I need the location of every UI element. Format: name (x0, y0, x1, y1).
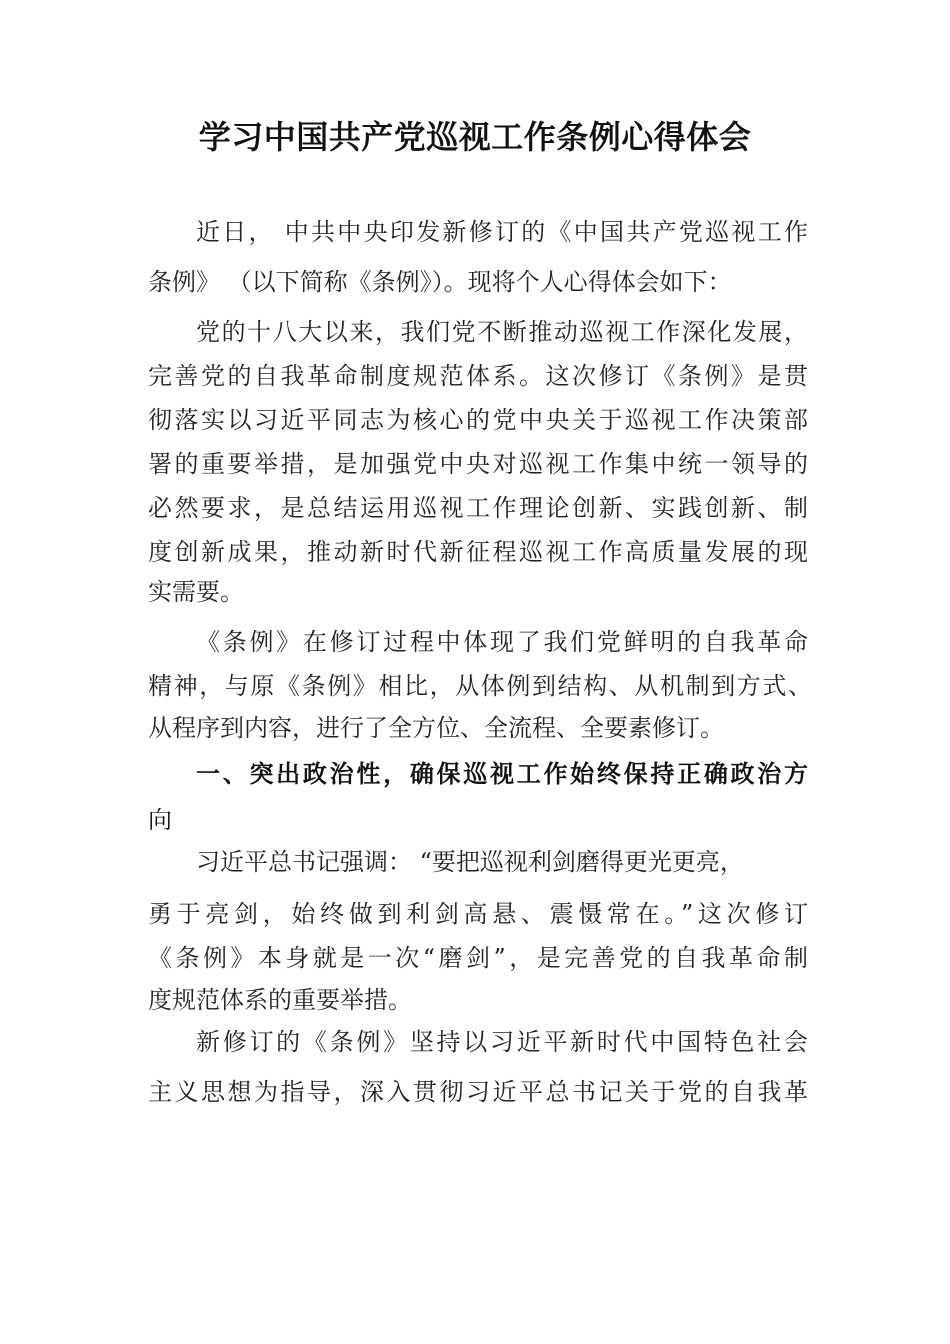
paragraph-line: 度规范体系的重要举措。 (148, 986, 412, 1014)
paragraph-line: 党的十八大以来，我们党不断推动巡视工作深化发展， (196, 318, 808, 346)
document-title: 学习中国共产党巡视工作条例心得体会 (198, 118, 752, 156)
section-heading: 向 (148, 806, 172, 834)
paragraph-line: 署的重要举措，是加强党中央对巡视工作集中统一领导的 (148, 450, 808, 478)
paragraph-line: 主义思想为指导，深入贯彻习近平总书记关于党的自我革 (148, 1078, 808, 1106)
paragraph-line: 精神，与原《条例》相比，从体例到结构、从机制到方式、 (148, 672, 812, 700)
paragraph-line: 必然要求，是总结运用巡视工作理论创新、实践创新、制 (148, 494, 808, 522)
paragraph-line: 度创新成果，推动新时代新征程巡视工作高质量发展的现 (148, 538, 808, 566)
paragraph-line: 实需要。 (148, 578, 244, 606)
paragraph-line: 新修订的《条例》坚持以习近平新时代中国特色社会 (196, 1028, 808, 1056)
paragraph-line: 近日， 中共中央印发新修订的《中国共产党巡视工作 (196, 218, 808, 246)
paragraph-line: 完善党的自我革命制度规范体系。这次修订《条例》是贯 (148, 362, 808, 390)
paragraph-line: 《条例》在修订过程中体现了我们党鲜明的自我革命 (196, 628, 808, 656)
paragraph-line: 彻落实以习近平同志为核心的党中央关于巡视工作决策部 (148, 406, 808, 434)
section-heading: 一、突出政治性，确保巡视工作始终保持正确政治方 (196, 760, 808, 788)
paragraph-line: 《条例》本身就是一次“磨剑”，是完善党的自我革命制 (148, 944, 808, 972)
paragraph-line: 勇于亮剑，始终做到利剑高悬、震慑常在。”这次修订 (148, 900, 808, 928)
paragraph-line: 从程序到内容，进行了全方位、全流程、全要素修订。 (148, 714, 724, 742)
paragraph-line: 条例》 （以下简称《条例》）。现将个人心得体会如下： (148, 268, 732, 296)
paragraph-line: 习近平总书记强调： “要把巡视利剑磨得更光更亮， (196, 848, 744, 876)
